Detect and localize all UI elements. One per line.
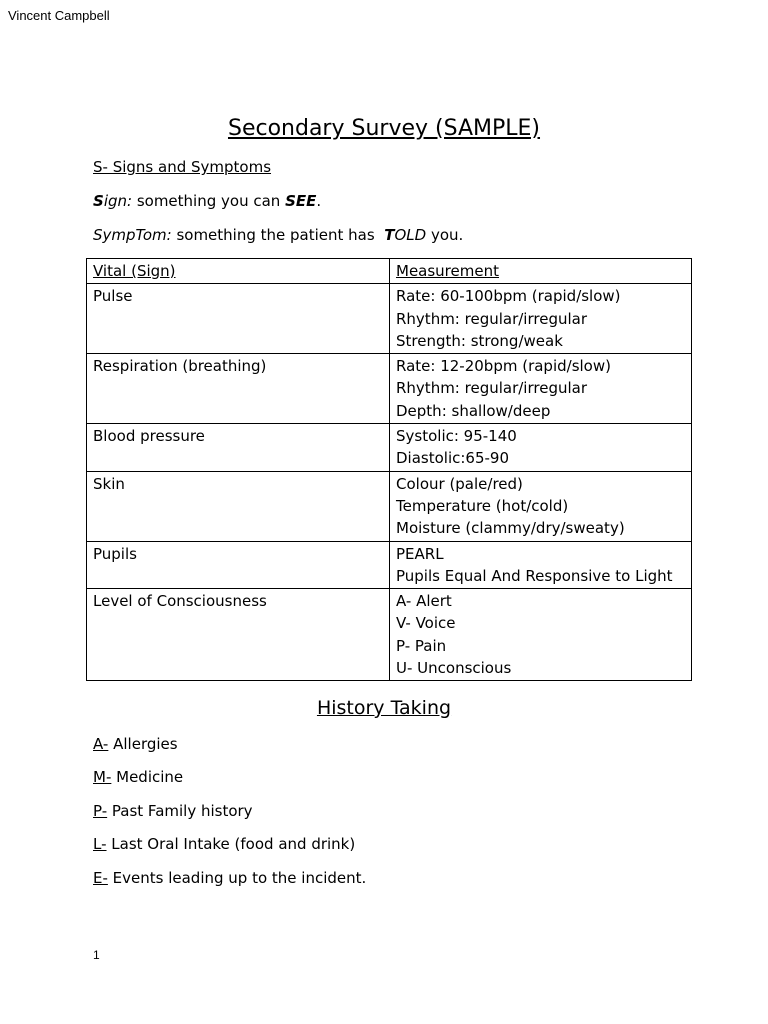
measurement-line: Systolic: 95-140 (396, 427, 517, 446)
header-measurement: Measurement (396, 262, 499, 280)
measurement-line: Rate: 12-20bpm (rapid/slow) (396, 357, 611, 376)
sign-emphasis: SEE (285, 192, 317, 210)
history-text: Medicine (111, 768, 184, 786)
table-row (87, 589, 692, 681)
history-item (93, 835, 355, 853)
measurement-cell (390, 424, 692, 472)
table-header-cell (87, 259, 390, 284)
history-item (93, 735, 178, 753)
history-text: Events leading up to the incident. (107, 869, 367, 887)
measurement-cell (390, 354, 692, 424)
page-number: 1 (93, 948, 100, 962)
table-row (87, 541, 692, 589)
table-row (87, 354, 692, 424)
measurement-line: U- Unconscious (396, 659, 512, 678)
symptom-word: SympTom: (93, 226, 172, 244)
measurement-line: Rate: 60-100bpm (rapid/slow) (396, 287, 621, 306)
vital-cell: Skin (87, 471, 390, 541)
symptom-emphasis-t: T (384, 226, 395, 244)
measurement-line: P- Pain (396, 636, 447, 655)
table-row (87, 284, 692, 354)
vital-cell: Pulse (87, 284, 390, 354)
history-text: Past Family history (107, 802, 253, 820)
measurement-line: Temperature (hot/cold) (396, 496, 569, 515)
measurement-line: A- Alert (396, 592, 452, 611)
history-text: Last Oral Intake (food and drink) (106, 835, 356, 853)
vital-cell: Pupils (87, 541, 390, 589)
measurement-line: PEARL (396, 544, 444, 563)
symptom-definition (93, 226, 463, 244)
history-letter: M- (93, 768, 112, 786)
measurement-cell (390, 284, 692, 354)
history-item (93, 768, 183, 786)
table-header-cell (390, 259, 692, 284)
vital-cell: Respiration (breathing) (87, 354, 390, 424)
measurement-line: Moisture (clammy/dry/sweaty) (396, 519, 625, 538)
vital-cell: Level of Consciousness (87, 589, 390, 681)
sign-definition (93, 192, 321, 210)
measurement-line: Diastolic:65-90 (396, 449, 510, 468)
symptom-text: something the patient has (171, 226, 385, 244)
measurement-line: Rhythm: regular/irregular (396, 309, 587, 328)
history-letter: A- (93, 735, 109, 753)
history-heading: History Taking (316, 697, 452, 719)
symptom-emphasis-rest: OLD (394, 226, 427, 244)
measurement-line: Pupils Equal And Responsive to Light (396, 566, 673, 585)
vitals-table (86, 258, 692, 681)
measurement-line: Depth: shallow/deep (396, 401, 551, 420)
sign-end: . (316, 192, 322, 210)
document-author: Vincent Campbell (8, 8, 110, 23)
table-header-row (87, 259, 692, 284)
history-text: Allergies (108, 735, 178, 753)
sign-word-rest: ign: (103, 192, 133, 210)
table-row (87, 424, 692, 472)
measurement-line: V- Voice (396, 614, 456, 633)
header-vital: Vital (Sign) (93, 262, 176, 280)
sign-initial: S (93, 192, 104, 210)
history-item (93, 869, 366, 887)
history-letter: E- (93, 869, 108, 887)
history-item (93, 802, 253, 820)
measurement-line: Rhythm: regular/irregular (396, 379, 587, 398)
vital-cell: Blood pressure (87, 424, 390, 472)
history-letter: P- (93, 802, 108, 820)
page-title: Secondary Survey (SAMPLE) (227, 116, 541, 141)
history-letter: L- (93, 835, 107, 853)
measurement-line: Strength: strong/weak (396, 331, 563, 350)
sign-text: something you can (132, 192, 286, 210)
signs-heading: S- Signs and Symptoms (93, 158, 272, 176)
measurement-cell (390, 471, 692, 541)
symptom-end: you. (426, 226, 464, 244)
measurement-cell (390, 589, 692, 681)
measurement-line: Colour (pale/red) (396, 474, 523, 493)
table-row (87, 471, 692, 541)
measurement-cell (390, 541, 692, 589)
vitals-table-body (87, 259, 692, 681)
